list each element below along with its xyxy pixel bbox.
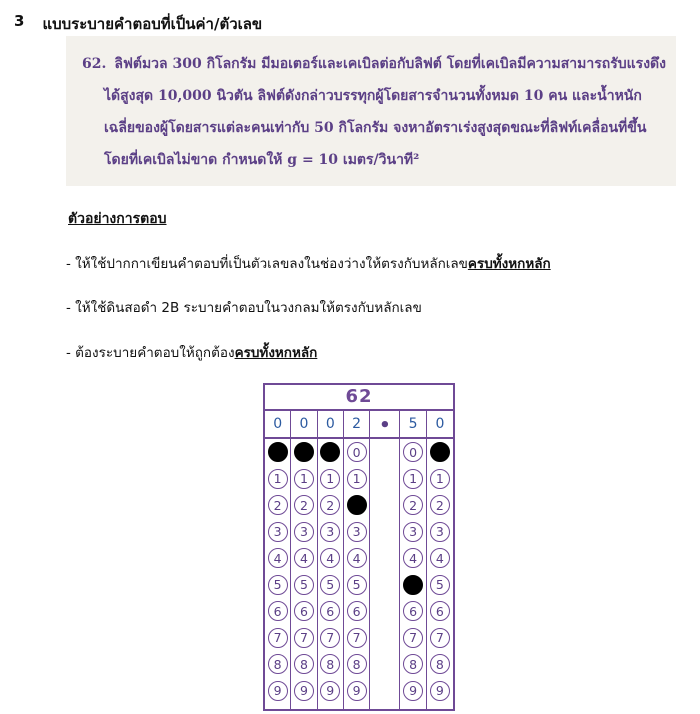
bubble-5[interactable]: 5 — [268, 575, 288, 595]
bubble-3[interactable]: 3 — [268, 522, 288, 542]
question-image — [66, 36, 676, 186]
bubble-9[interactable]: 9 — [430, 681, 450, 701]
question-line-1: ลิฟต์มวล 300 กิโลกรัม มีมอเตอร์และเคเบิลต่อกับลิฟต์ โดยที่เคเบิลมีความสามารถรับแรงดึง — [114, 56, 666, 72]
bubble-1[interactable]: 1 — [320, 469, 340, 489]
bubble-1[interactable]: 1 — [347, 469, 367, 489]
bubble-2[interactable]: 2 — [320, 495, 340, 515]
bubble-8[interactable]: 8 — [347, 654, 367, 674]
bubble-7[interactable]: 7 — [268, 628, 288, 648]
bubble-6[interactable]: 6 — [320, 601, 340, 621]
question-number: 62. — [82, 56, 107, 72]
bubble-0[interactable]: 0 — [347, 442, 367, 462]
answer-sheet-question-number: 62 — [265, 385, 453, 411]
bubble-filled[interactable] — [430, 442, 450, 462]
bubble-1[interactable]: 1 — [294, 469, 314, 489]
bubble-4[interactable]: 4 — [403, 548, 423, 568]
bubble-3[interactable]: 3 — [347, 522, 367, 542]
bubble-9[interactable]: 9 — [268, 681, 288, 701]
bubble-2[interactable]: 2 — [403, 495, 423, 515]
digit-box[interactable]: 2 — [344, 411, 370, 437]
bubble-9[interactable]: 9 — [347, 681, 367, 701]
bubble-3[interactable]: 3 — [430, 522, 450, 542]
bubble-6[interactable]: 6 — [347, 601, 367, 621]
bubble-grid — [265, 439, 453, 711]
bubble-7[interactable]: 7 — [294, 628, 314, 648]
bubble-filled[interactable] — [268, 442, 288, 462]
bubble-8[interactable]: 8 — [320, 654, 340, 674]
bubble-3[interactable]: 3 — [320, 522, 340, 542]
instruction-1 — [66, 252, 551, 274]
bubble-4[interactable]: 4 — [294, 548, 314, 568]
question-line-2: ได้สูงสุด 10,000 นิวตัน ลิฟต์ดังกล่าวบรรทุกผู้โดยสารจำนวนทั้งหมด 10 คน และน้ำหนัก — [104, 88, 642, 104]
bubble-column — [291, 439, 317, 711]
bubble-5[interactable]: 5 — [320, 575, 340, 595]
bubble-6[interactable]: 6 — [268, 601, 288, 621]
bubble-4[interactable]: 4 — [268, 548, 288, 568]
bubble-3[interactable]: 3 — [294, 522, 314, 542]
section-title: แบบระบายคำตอบที่เป็นค่า/ตัวเลข — [42, 15, 263, 33]
instruction-3-emphasis: ครบทั้งหกหลัก — [234, 345, 318, 361]
section-heading — [14, 12, 262, 36]
bubble-7[interactable]: 7 — [430, 628, 450, 648]
bubble-3[interactable]: 3 — [403, 522, 423, 542]
instruction-2-text: - ให้ใช้ดินสอดำ 2B ระบายคำตอบในวงกลมให้ตรงกับหลักเลข — [66, 300, 422, 316]
bubble-4[interactable]: 4 — [320, 548, 340, 568]
decimal-point: • — [370, 411, 400, 437]
bubble-0[interactable]: 0 — [403, 442, 423, 462]
digit-box[interactable]: 0 — [291, 411, 317, 437]
bubble-filled[interactable] — [320, 442, 340, 462]
bubble-2[interactable]: 2 — [268, 495, 288, 515]
digit-box[interactable]: 0 — [318, 411, 344, 437]
section-number: 3 — [14, 12, 25, 30]
bubble-column — [400, 439, 426, 711]
bubble-column — [344, 439, 370, 711]
bubble-8[interactable]: 8 — [403, 654, 423, 674]
answer-sheet — [263, 383, 455, 711]
bubble-1[interactable]: 1 — [430, 469, 450, 489]
bubble-column — [318, 439, 344, 711]
bubble-filled[interactable] — [294, 442, 314, 462]
decimal-column — [370, 439, 400, 711]
bubble-column — [265, 439, 291, 711]
bubble-filled[interactable] — [403, 575, 423, 595]
bubble-4[interactable]: 4 — [430, 548, 450, 568]
instruction-1-text: - ให้ใช้ปากกาเขียนคำตอบที่เป็นตัวเลขลงในช่องว่างให้ตรงกับหลักเลข — [66, 256, 468, 272]
bubble-filled[interactable] — [347, 495, 367, 515]
bubble-8[interactable]: 8 — [430, 654, 450, 674]
digit-box[interactable]: 0 — [435, 416, 445, 432]
bubble-column — [427, 439, 453, 711]
bubble-7[interactable]: 7 — [403, 628, 423, 648]
bubble-5[interactable]: 5 — [294, 575, 314, 595]
instruction-2 — [66, 296, 422, 318]
bubble-5[interactable]: 5 — [347, 575, 367, 595]
bubble-1[interactable]: 1 — [268, 469, 288, 489]
bubble-6[interactable]: 6 — [403, 601, 423, 621]
bubble-7[interactable]: 7 — [347, 628, 367, 648]
bubble-9[interactable]: 9 — [403, 681, 423, 701]
digit-box[interactable]: 5 — [400, 411, 426, 437]
question-line-4: โดยที่เคเบิลไม่ขาด กำหนดให้ g = 10 เมตร/วินาที² — [104, 152, 420, 168]
bubble-2[interactable]: 2 — [294, 495, 314, 515]
bubble-6[interactable]: 6 — [430, 601, 450, 621]
example-heading: ตัวอย่างการตอบ — [68, 211, 167, 227]
instruction-1-emphasis: ครบทั้งหกหลัก — [467, 256, 551, 272]
bubble-1[interactable]: 1 — [403, 469, 423, 489]
bubble-6[interactable]: 6 — [294, 601, 314, 621]
bubble-4[interactable]: 4 — [347, 548, 367, 568]
bubble-8[interactable]: 8 — [268, 654, 288, 674]
bubble-9[interactable]: 9 — [320, 681, 340, 701]
bubble-9[interactable]: 9 — [294, 681, 314, 701]
instruction-3-text: - ต้องระบายคำตอบให้ถูกต้อง — [66, 345, 235, 361]
question-line-3: เฉลี่ยของผู้โดยสารแต่ละคนเท่ากับ 50 กิโลกรัม จงหาอัตราเร่งสูงสุดขณะที่ลิฟท์เคลื่อนที่ขึ้น — [104, 120, 647, 136]
answer-digit-row — [265, 411, 453, 439]
digit-box[interactable]: 0 — [265, 411, 291, 437]
bubble-5[interactable]: 5 — [430, 575, 450, 595]
instruction-3 — [66, 341, 317, 363]
bubble-7[interactable]: 7 — [320, 628, 340, 648]
bubble-8[interactable]: 8 — [294, 654, 314, 674]
bubble-2[interactable]: 2 — [430, 495, 450, 515]
